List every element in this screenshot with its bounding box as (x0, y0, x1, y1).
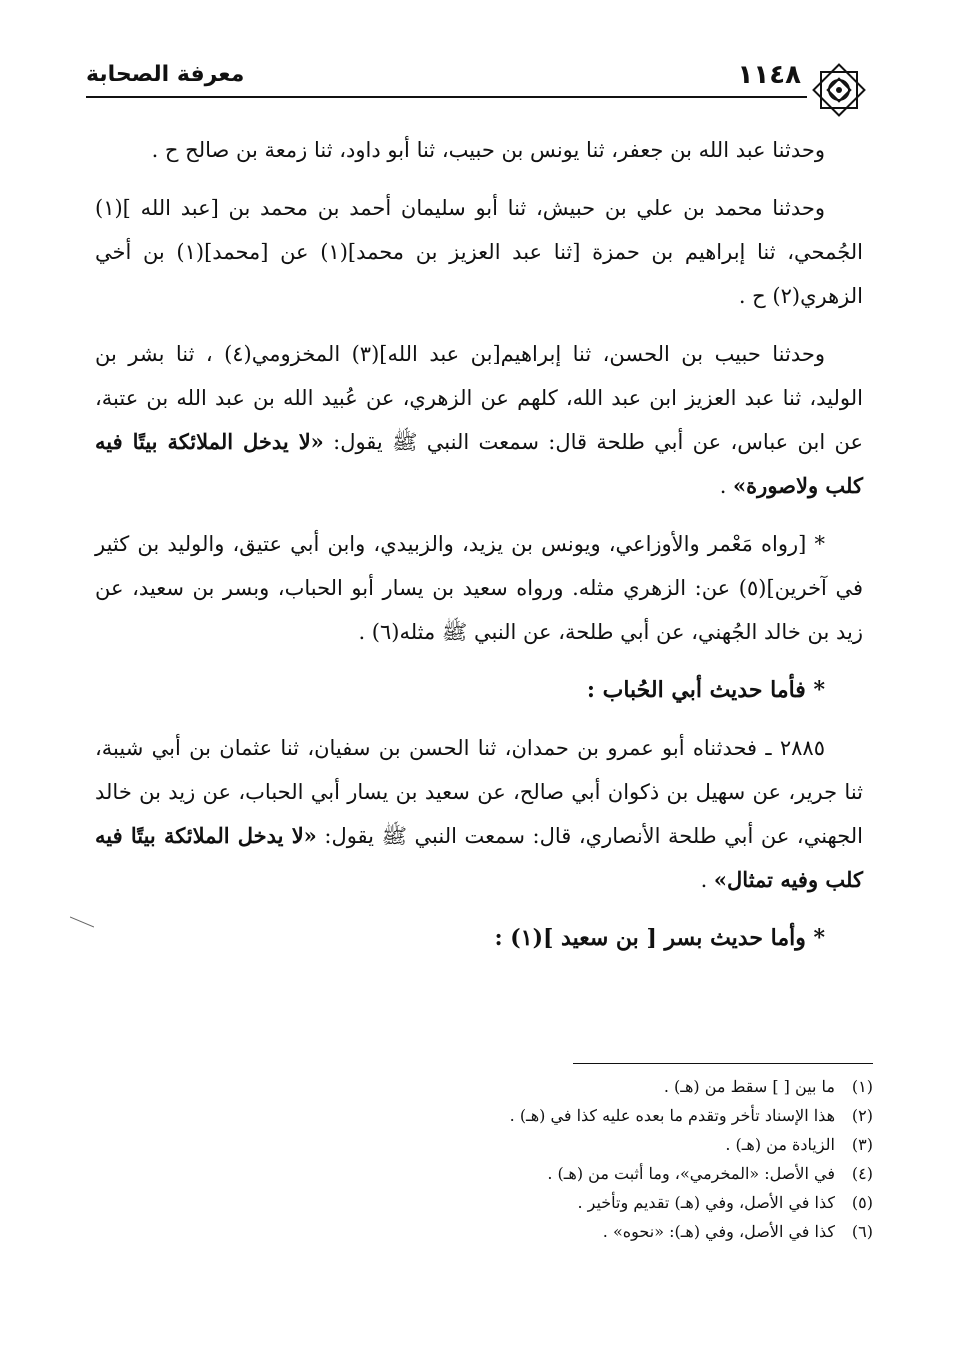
hadith-quote-1: «لا يدخل الملائكة بيتًا فيه كلب ولاصورة» (95, 429, 863, 498)
footnote-item (95, 1072, 873, 1101)
footnote-item (95, 1101, 873, 1130)
footnote-number: (٣) (851, 1135, 873, 1154)
header-rule (86, 96, 807, 98)
footnote-item (95, 1188, 873, 1217)
book-title: معرفة الصحابة (86, 62, 245, 87)
footnote-number: (٦) (851, 1222, 873, 1241)
section-heading-1: * فأما حديث أبي الحُباب : (586, 677, 825, 703)
footnote-item (95, 1159, 873, 1188)
footnote-number: (٥) (851, 1193, 873, 1212)
hadith-quote-2: «لا يدخل الملائكة بيتًا فيه كلب وفيه تمثال» (95, 823, 863, 892)
footnote-text: كذا في الأصل، وفي (هـ) تقديم وتأخير . (577, 1193, 835, 1212)
paragraph-3-text: وحدثنا حبيب بن الحسن، ثنا إبراهيم[بن عبد الله](٣) المخزومي(٤) ، ثنا بشر بن الوليد، ثنا عبد العزيز ابن عبد الله، كلهم عن الزهري، عن عُبيد الله بن عبد الله بن عتبة، عن ابن عباس، عن أبي طلحة قال: سمعت النبي ﷺ يقول: (95, 342, 863, 454)
footnote-number: (٤) (851, 1164, 873, 1183)
footnote-text: الزيادة من (هـ) . (725, 1135, 835, 1154)
section-heading-2: * وأما حديث بسر [ بن سعيد ](١) : (494, 925, 825, 951)
paragraph-5 (95, 726, 863, 902)
footnote-divider (573, 1063, 873, 1064)
footnotes-list (95, 1072, 873, 1246)
page-number: ١١٤٨ (737, 60, 801, 90)
footnote-number: (٢) (851, 1106, 873, 1125)
footnote-number: (١) (851, 1077, 873, 1096)
octagram-ornament-icon (807, 58, 871, 122)
margin-mark (70, 915, 94, 929)
main-text (95, 128, 863, 974)
page-header (86, 58, 871, 94)
footnote-text: ما بين [ ] سقط من (هـ) . (663, 1077, 835, 1096)
footnote-text: كذا في الأصل، وفي (هـ): «نحوه» . (602, 1222, 835, 1241)
paragraph-2: وحدثنا محمد بن علي بن حبيش، ثنا أبو سليمان أحمد بن محمد بن [عبد الله ](١) الجُمحي، ثنا إبراهيم بن حمزة [ثنا عبد العزيز بن محمد](١) عن [محمد](١) بن أخي الزهري(٢) ح . (95, 196, 863, 308)
paragraph-1: وحدثنا عبد الله بن جعفر، ثنا يونس بن حبيب، ثنا أبو داود، ثنا زمعة بن صالح ح . (151, 138, 825, 162)
paragraph-5-end: . (700, 868, 714, 892)
paragraph-4: * [رواه مَعْمر والأوزاعي، ويونس بن يزيد، والزبيدي، وابن أبي عتيق، والوليد بن كثير في آخرين](٥) عن: الزهري مثله. ورواه سعيد بن يسار أبو الحباب، وبسر بن سعيد، عن زيد بن خالد الجُهني، عن أبي طلحة، عن النبي ﷺ مثله(٦) . (95, 532, 863, 644)
paragraph-3-end: . (719, 474, 734, 498)
footnote-text: في الأصل: «المخرمي»، وما أثبت من (هـ) . (547, 1164, 835, 1183)
footnote-text: هذا الإسناد تأخر وتقدم ما بعده عليه كذا في (هـ) . (509, 1106, 835, 1125)
footnote-item (95, 1217, 873, 1246)
paragraph-5-text: ٢٨٨٥ ـ فحدثناه أبو عمرو بن حمدان، ثنا الحسن بن سفيان، ثنا عثمان بن أبي شيبة، ثنا جرير، عن سهيل بن ذكوان أبي صالح، عن سعيد بن يسار أبي الحباب، عن زيد بن خالد الجهني، عن أبي طلحة الأنصاري، قال: سمعت النبي ﷺ يقول: (95, 736, 863, 848)
footnote-item (95, 1130, 873, 1159)
paragraph-3 (95, 332, 863, 508)
